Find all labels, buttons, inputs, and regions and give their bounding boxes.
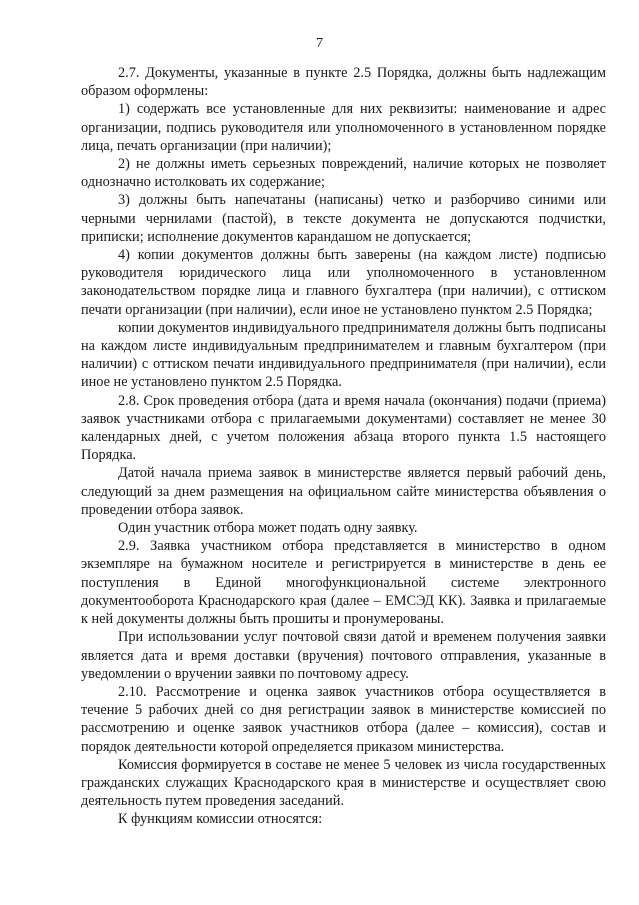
paragraph-item-3: 3) должны быть напечатаны (написаны) четко и разборчиво синими или черными чернилами (пастой), в тексте документа не допускаются подчистки, приписки; исполнение документов карандашом не допускается; [81,192,606,245]
paragraph-item-4: 4) копии документов должны быть заверены (на каждом листе) подписью руководителя юридического лица или уполномоченного в установленном законодательством порядке лица и главного бухгалтера (при наличии), с оттиском печати организации (при наличии), если иное не установлено пунктом 2.5 Порядка; [81,247,606,318]
paragraph-start-date: Датой начала приема заявок в министерстве является первый рабочий день, следующий за днем размещения на официальном сайте министерства объявления о проведении отбора заявок. [81,465,606,518]
paragraph-ip-copies: копии документов индивидуального предпринимателя должны быть подписаны на каждом листе индивидуальным предпринимателем и главным бухгалтером (при наличии) с оттиском печати индивидуального предпринимателя (при наличии), если иное не установлено пунктом 2.5 Порядка. [81,319,606,391]
paragraph-commission-functions: К функциям комиссии относятся: [118,811,323,828]
document-body [81,64,606,829]
paragraph-2-8: 2.8. Срок проведения отбора (дата и время начала (окончания) подачи (приема) заявок участниками отбора с прилагаемыми документами) составляет не менее 30 календарных дней, с учетом положения абзаца второго пункта 1.5 настоящего Порядка. [81,392,606,464]
paragraph-one-application: Один участник отбора может подать одну заявку. [118,520,418,537]
paragraph-2-10: 2.10. Рассмотрение и оценка заявок участников отбора осуществляется в течение 5 рабочих дней со дня регистрации заявок в министерстве комиссией по рассмотрению и оценке заявок участников отбора (далее – комиссия), состав и порядок деятельности которой определяется приказом министерства. [81,683,606,755]
paragraph-item-1: 1) содержать все установленные для них реквизиты: наименование и адрес организации, подпись руководителя или уполномоченного в установленном порядке лица, печать организации (при наличии); [81,101,606,154]
paragraph-2-9: 2.9. Заявка участником отбора представляется в министерство в одном экземпляре на бумажном носителе и регистрируется в министерстве в день ее поступления в Единой многофункциональной системе электронного документооборота Краснодарского края (далее – ЕМСЭД КК). Заявка и прилагаемые к ней документы должны быть прошиты и пронумерованы. [81,538,606,628]
paragraph-postal: При использовании услуг почтовой связи датой и временем получения заявки является дата и время доставки (вручения) почтового отправления, указанные в уведомлении о вручении заявки по почтовому адресу. [81,629,606,682]
page-number: 7 [316,36,323,51]
paragraph-commission: Комиссия формируется в составе не менее 5 человек из числа государственных гражданских служащих Краснодарского края в министерстве и осуществляет свою деятельность путем проведения заседаний. [81,756,606,810]
paragraph-item-2: 2) не должны иметь серьезных повреждений, наличие которых не позволяет однозначно истолковать их содержание; [81,156,606,191]
paragraph-2-7: 2.7. Документы, указанные в пункте 2.5 Порядка, должны быть надлежащим образом оформлены: [81,65,606,100]
